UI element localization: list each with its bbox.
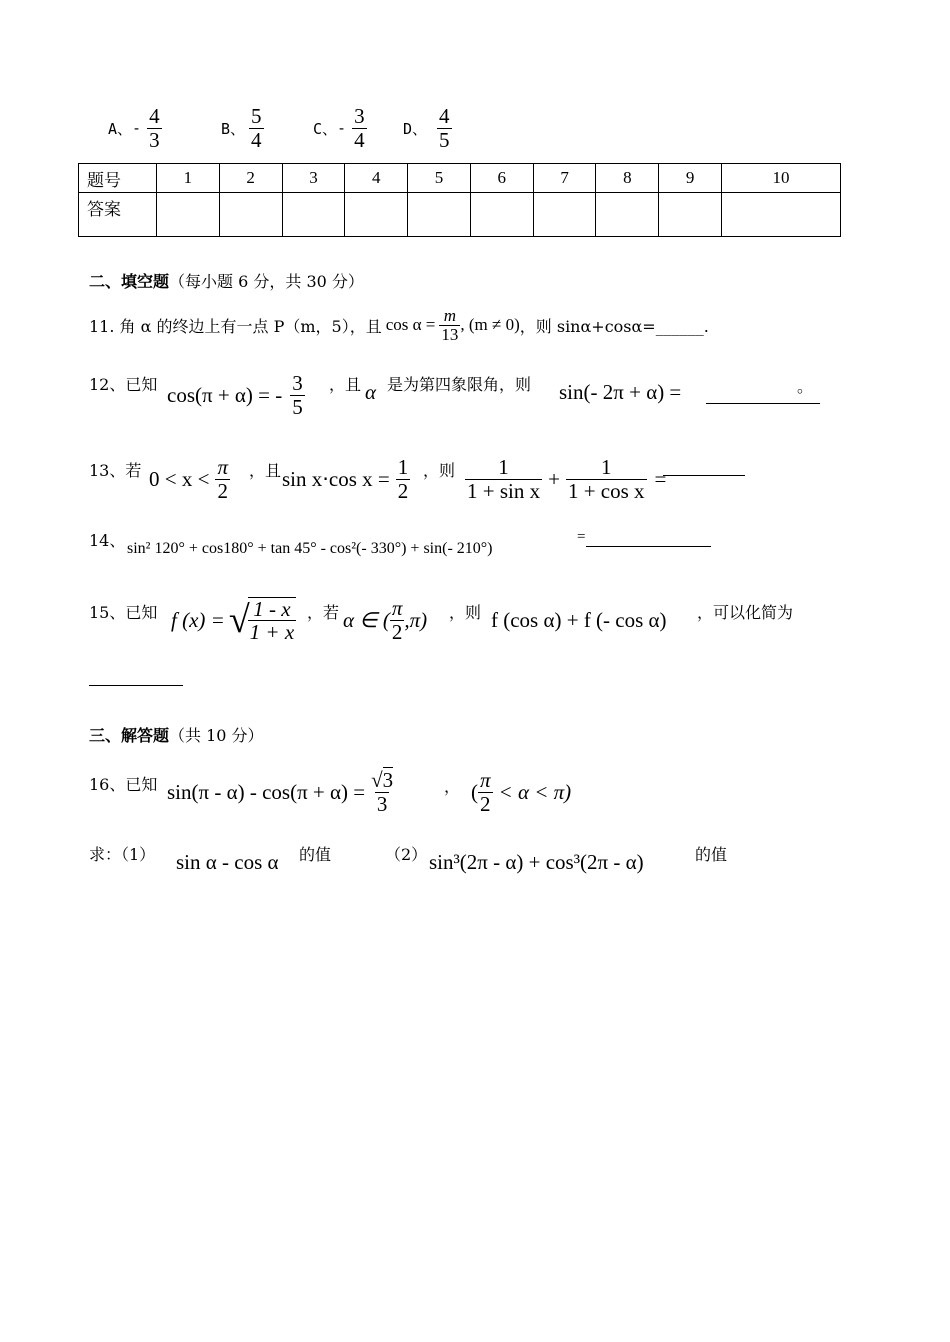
question-text: ，则: [423, 461, 456, 480]
question-13: [89, 450, 829, 510]
table-cell: 2: [219, 164, 282, 193]
section-note: （每小题 6 分，共 30 分）: [169, 272, 364, 291]
math-text: α ∈ (: [343, 607, 390, 632]
question-text: ，可以化简为: [697, 603, 794, 622]
math-fraction: [390, 597, 405, 642]
sqrt-icon: √: [228, 599, 250, 641]
math-fraction: [396, 456, 411, 501]
section-title: 二、填空题: [89, 272, 170, 291]
answer-cell[interactable]: [596, 193, 659, 237]
answer-table: [78, 163, 841, 237]
question-15: [89, 588, 829, 654]
question-14: [89, 526, 829, 566]
section-note: （共 10 分）: [169, 726, 264, 745]
choice-label: D、: [403, 119, 428, 138]
question-text: 15、已知: [89, 603, 158, 622]
fraction-denominator: 5: [292, 394, 303, 419]
question-text: 16、已知: [89, 775, 158, 794]
math-symbol: α: [365, 380, 377, 404]
answer-cell[interactable]: [219, 193, 282, 237]
math-fraction: [465, 456, 542, 501]
fraction-denominator: 2: [217, 478, 228, 503]
answer-cell[interactable]: [157, 193, 220, 237]
fraction-numerator: [369, 769, 395, 791]
math-text: cos(π + α) = -: [167, 382, 283, 407]
answer-blank[interactable]: [89, 670, 183, 686]
table-cell: 10: [722, 164, 841, 193]
math-expression: sin α - cos α: [176, 850, 279, 874]
fraction-numerator: 1: [397, 455, 409, 480]
fraction-denominator: 1 + cos x: [567, 478, 645, 503]
math-expression: f (cos α) + f (- cos α): [491, 608, 667, 632]
row-header: 答案: [79, 193, 157, 237]
table-row: [79, 164, 841, 193]
math-expression: [171, 588, 296, 652]
question-text: ，且: [249, 461, 282, 480]
fraction-numerator: 4: [149, 104, 160, 129]
fraction-numerator: π: [217, 455, 228, 480]
fraction-denominator: 2: [391, 619, 403, 644]
question-text: 是为第四象限角，则: [387, 375, 532, 394]
math-expression: [167, 366, 305, 424]
fraction-denominator: 1 + x: [249, 620, 295, 644]
math-text: (: [471, 779, 478, 804]
math-expression: [343, 588, 427, 652]
answer-cell[interactable]: [722, 193, 841, 237]
math-fraction: [566, 456, 647, 501]
fraction-numerator: 3: [292, 371, 303, 396]
math-text: < α < π): [498, 779, 572, 804]
table-cell: 4: [345, 164, 408, 193]
fraction-numerator: m: [443, 305, 457, 325]
math-operator: +: [548, 466, 560, 491]
question-text: 。: [797, 377, 814, 396]
choice-sign: -: [132, 119, 142, 137]
question-text: 14、: [89, 531, 126, 550]
choice-fraction: [249, 105, 264, 150]
question-text: 11. 角 α 的终边上有一点 P（m，5），且: [89, 316, 382, 336]
fraction-denominator: 5: [439, 127, 450, 152]
fraction-denominator: 1 + sin x: [467, 478, 541, 503]
math-condition: , (m ≠ 0): [460, 315, 520, 334]
fraction-denominator: 2: [480, 791, 491, 816]
question-text: ，则 sinα+cosα=______.: [519, 316, 709, 336]
radicand: 3: [382, 768, 394, 793]
math-fraction: [478, 769, 493, 814]
choice-sign: -: [337, 119, 347, 137]
math-expression: [471, 760, 571, 824]
fraction-numerator: π: [480, 768, 491, 793]
table-row: [79, 193, 841, 237]
answer-blank[interactable]: [663, 456, 745, 476]
math-expression: sin² 120° + cos180° + tan 45° - cos²(- 330°) + sin(- 210°): [127, 540, 493, 557]
fraction-denominator: 3: [376, 791, 388, 816]
math-expression: [465, 450, 666, 508]
math-expression: cos α =: [385, 315, 436, 334]
math-fraction: [439, 307, 460, 344]
section-heading: [89, 723, 264, 746]
choice-label: B、: [221, 119, 246, 138]
math-fraction: [215, 456, 230, 501]
choice-c: [313, 100, 367, 156]
choice-label: C、: [313, 119, 338, 138]
answer-blank[interactable]: [586, 529, 711, 547]
math-text: ,π): [404, 607, 428, 632]
sqrt-icon: √: [371, 768, 383, 793]
math-fraction: [369, 769, 395, 814]
fraction-denominator: 4: [251, 127, 262, 152]
fraction-numerator: 4: [439, 104, 450, 129]
question-text: ，且: [329, 375, 362, 394]
question-16: [89, 760, 829, 826]
fraction-denominator: 13: [441, 324, 459, 344]
answer-cell[interactable]: [408, 193, 471, 237]
answer-cell[interactable]: [282, 193, 345, 237]
math-expression: sin(- 2π + α) =: [559, 380, 682, 404]
question-11: [89, 300, 709, 350]
row-header: 题号: [79, 164, 157, 193]
fraction-denominator: 4: [354, 127, 365, 152]
question-text: 12、已知: [89, 375, 158, 394]
choice-d: [403, 100, 452, 156]
math-expression: sin³(2π - α) + cos³(2π - α): [429, 850, 644, 874]
answer-cell[interactable]: [659, 193, 722, 237]
section-title: 三、解答题: [89, 726, 170, 745]
question-text: ，若: [307, 603, 340, 622]
fraction-numerator: 1 - x: [253, 596, 291, 621]
math-text: sin(π - α) - cos(π + α) =: [167, 779, 366, 804]
question-text: 求：（1）: [89, 845, 156, 864]
section-heading: [89, 269, 364, 292]
math-operator: =: [577, 529, 586, 545]
choice-fraction: [437, 105, 452, 150]
table-cell: 1: [157, 164, 220, 193]
math-fraction: [290, 372, 305, 417]
question-text: （2）: [385, 845, 428, 864]
fraction-denominator: 2: [397, 478, 409, 503]
math-expression: [282, 450, 410, 508]
question-text: ，则: [449, 603, 482, 622]
table-cell: 5: [408, 164, 471, 193]
choice-b: [221, 100, 264, 156]
choice-label: A、: [108, 119, 133, 138]
table-cell: 6: [470, 164, 533, 193]
question-text: 13、若: [89, 461, 142, 480]
question-16-ask: [89, 840, 829, 884]
math-fraction: [248, 597, 297, 643]
choice-fraction: [352, 105, 367, 150]
question-text: 的值: [299, 845, 332, 864]
math-text: 0 < x <: [149, 466, 210, 491]
table-cell: 7: [533, 164, 596, 193]
fraction-denominator: 3: [149, 127, 160, 152]
math-text: sin x⋅cos x =: [282, 466, 390, 491]
choice-a: [108, 100, 162, 156]
question-12: [89, 366, 829, 426]
question-text: 的值: [695, 845, 728, 864]
question-text: ，: [444, 777, 461, 796]
math-expression: [149, 450, 230, 508]
fraction-numerator: 1: [601, 455, 612, 480]
answer-cell[interactable]: [470, 193, 533, 237]
table-cell: 3: [282, 164, 345, 193]
fraction-numerator: 1: [498, 455, 509, 480]
math-expression: [167, 760, 395, 824]
fraction-numerator: 5: [251, 104, 262, 129]
fraction-numerator: π: [391, 596, 403, 621]
answer-cell[interactable]: [533, 193, 596, 237]
answer-cell[interactable]: [345, 193, 408, 237]
table-cell: 9: [659, 164, 722, 193]
math-text: f (x) =: [171, 607, 225, 632]
choice-fraction: [147, 105, 162, 150]
fraction-numerator: 3: [354, 104, 365, 129]
table-cell: 8: [596, 164, 659, 193]
math-operator: =: [654, 466, 667, 491]
